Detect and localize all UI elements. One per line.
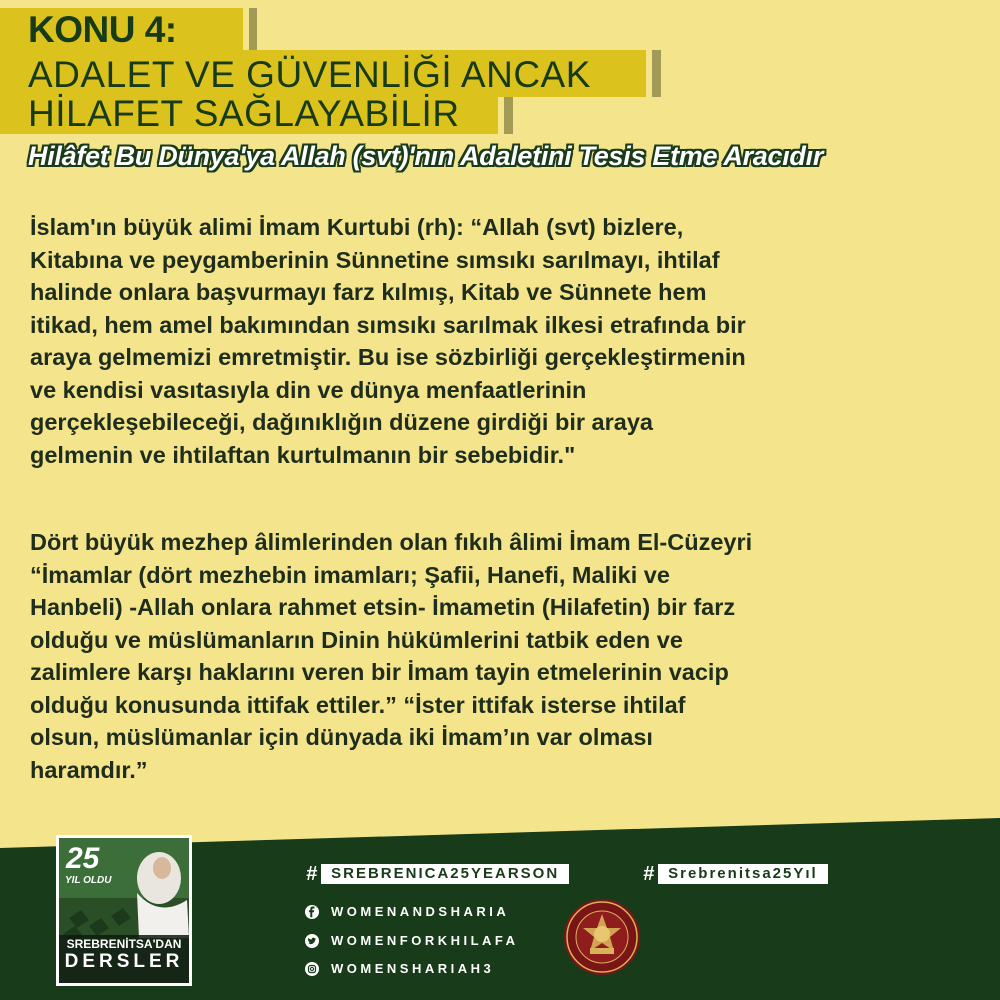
body-line: gelmenin ve ihtilaftan kurtulmanın bir sebebidir." bbox=[30, 441, 576, 468]
body-line: olsun, müslümanlar için dünyada iki İmam’ın var olması bbox=[30, 724, 653, 750]
body-line: İslam'ın büyük alimi İmam Kurtubi (rh): “Allah (svt) bizlere, bbox=[30, 214, 684, 240]
hashtag-srebrenica25yearson bbox=[306, 864, 569, 884]
title-line-2: HİLAFET SAĞLAYABİLİR bbox=[28, 93, 460, 134]
title-accent-bar-1 bbox=[652, 50, 661, 97]
hashtag-text: SREBRENICA25YEARSON bbox=[321, 864, 569, 884]
hashtag-text: Srebrenitsa25Yıl bbox=[658, 864, 828, 884]
social-handle: WOMENANDSHARIA bbox=[331, 904, 510, 919]
badge-number: 25 bbox=[66, 842, 100, 875]
subtitle: Hilâfet Bu Dünya'ya Allah (svt)'nın Adaletini Tesis Etme Aracıdır bbox=[28, 141, 824, 171]
body-line: Kitabına ve peygamberinin Sünnetine sımsıkı sarılmayı, ihtilaf bbox=[30, 246, 720, 273]
women-and-sharia-seal-logo bbox=[563, 898, 641, 976]
quote-kurtubi bbox=[30, 211, 980, 471]
topic-accent-bar bbox=[249, 8, 257, 50]
body-line: itikad, hem amel bakımından sımsıkı sarılmak ilkesi etrafında bir bbox=[30, 311, 746, 338]
facebook-icon bbox=[305, 905, 319, 919]
body-line: halinde onlara başvurmayı farz kılmış, Kitab ve Sünnete hem bbox=[30, 279, 707, 305]
social-facebook bbox=[305, 904, 509, 919]
body-line: “İmamlar (dört mezhebin imamları; Şafii, Hanefi, Maliki ve bbox=[30, 561, 670, 588]
badge-line-2: DERSLER bbox=[64, 951, 184, 972]
title-accent-bar-2 bbox=[504, 97, 513, 134]
badge-years: YIL OLDU bbox=[65, 875, 112, 886]
social-handle: WOMENFORKHILAFA bbox=[331, 933, 519, 948]
body-line: zalimlere karşı haklarını veren bir İmam tayin etmelerinin vacip bbox=[30, 659, 729, 685]
body-line: araya gelmemizi emretmiştir. Bu ise sözbirliği gerçekleştirmenin bbox=[30, 344, 746, 370]
twitter-icon bbox=[305, 934, 319, 948]
body-line: ve kendisi vasıtasıyla din ve dünya menfaatlerinin bbox=[30, 376, 587, 403]
quote-cuzeyri bbox=[30, 526, 980, 786]
title-line-1: ADALET VE GÜVENLİĞİ ANCAK bbox=[28, 54, 591, 95]
hash-symbol: # bbox=[643, 862, 655, 885]
instagram-icon bbox=[305, 962, 319, 976]
body-line: Dört büyük mezhep âlimlerinden olan fıkıh âlimi İmam El-Cüzeyri bbox=[30, 529, 753, 555]
social-handle: WOMENSHARIAH3 bbox=[331, 961, 495, 976]
topic-label: KONU 4: bbox=[28, 9, 177, 50]
social-twitter bbox=[305, 933, 519, 948]
srebrenica-badge bbox=[56, 835, 192, 986]
body-line: haramdır.” bbox=[30, 756, 148, 783]
body-line: olduğu konusunda ittifak ettiler.” “İster ittifak isterse ihtilaf bbox=[30, 691, 686, 718]
social-instagram bbox=[305, 961, 494, 976]
hashtag-srebrenitsa25yil bbox=[643, 864, 828, 884]
body-line: Hanbeli) -Allah onlara rahmet etsin- İmametin (Hilafetin) bir farz bbox=[30, 594, 736, 620]
badge-line-1: SREBRENİTSA'DAN bbox=[66, 937, 182, 951]
body-line: gerçekleşebileceği, dağınıklığın düzene girdiği bir araya bbox=[30, 409, 653, 435]
hash-symbol: # bbox=[306, 862, 318, 885]
body-line: olduğu ve müslümanların Dinin hükümlerini tatbik eden ve bbox=[30, 626, 683, 653]
